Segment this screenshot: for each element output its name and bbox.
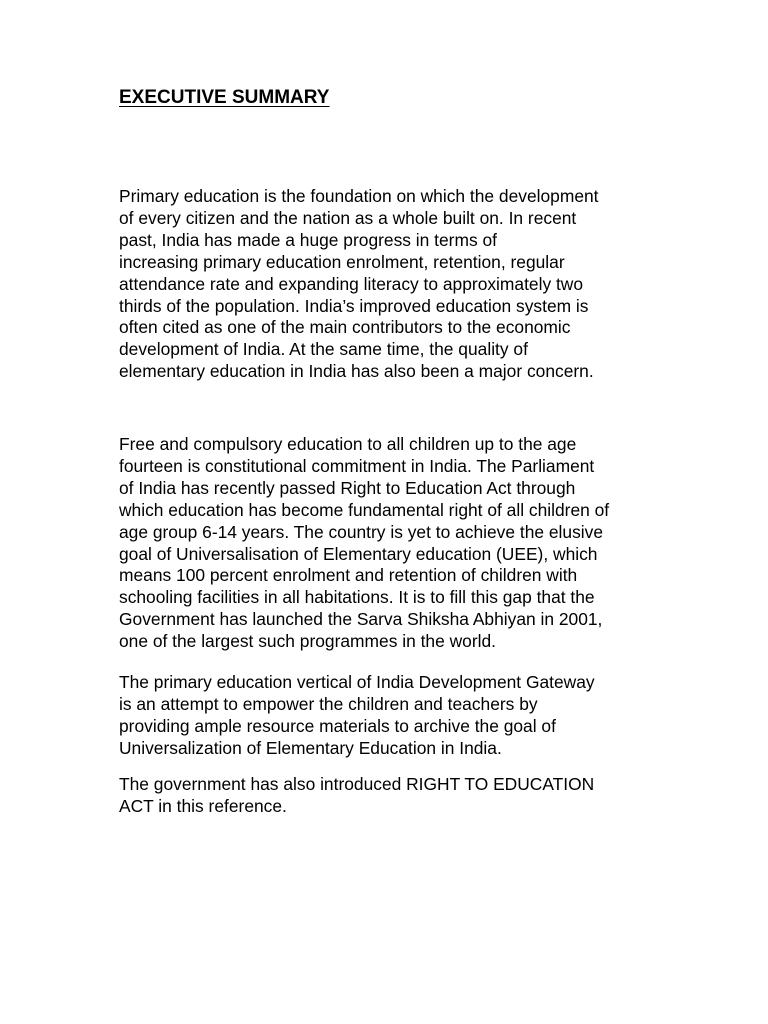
paragraph-right-to-education: The government has also introduced RIGHT TO EDUCATION ACT in this reference. — [119, 774, 595, 816]
paragraph-development-gateway: The primary education vertical of India Development Gateway is an attempt to empower the children and teachers by providing ample resource materials to archive the goal of Universalization of Elementary Education in India. — [119, 672, 595, 758]
paragraph-primary-education: Primary education is the foundation on which the development of every citizen and the nation as a whole built on. In recent past, India has made a huge progress in terms of increasing primary education enrolment, retention, regular attendance rate and expanding literacy to approximately two thirds of the population. India’s improved education system is often cited as one of the main contributors to the economic development of India. At the same time, the quality of elementary education in India has also been a major concern. — [119, 186, 599, 382]
document-heading: EXECUTIVE SUMMARY — [119, 87, 330, 108]
paragraph-free-compulsory-education: Free and compulsory education to all children up to the age fourteen is constitutional commitment in India. The Parliament of India has recently passed Right to Education Act through which education has become fundamental right of all children of age group 6-14 years. The country is yet to achieve the elusive goal of Universalisation of Elementary education (UEE), which means 100 percent enrolment and retention of children with schooling facilities in all habitations. It is to fill this gap that the Government has launched the Sarva Shiksha Abhiyan in 2001, one of the largest such programmes in the world. — [119, 434, 610, 652]
